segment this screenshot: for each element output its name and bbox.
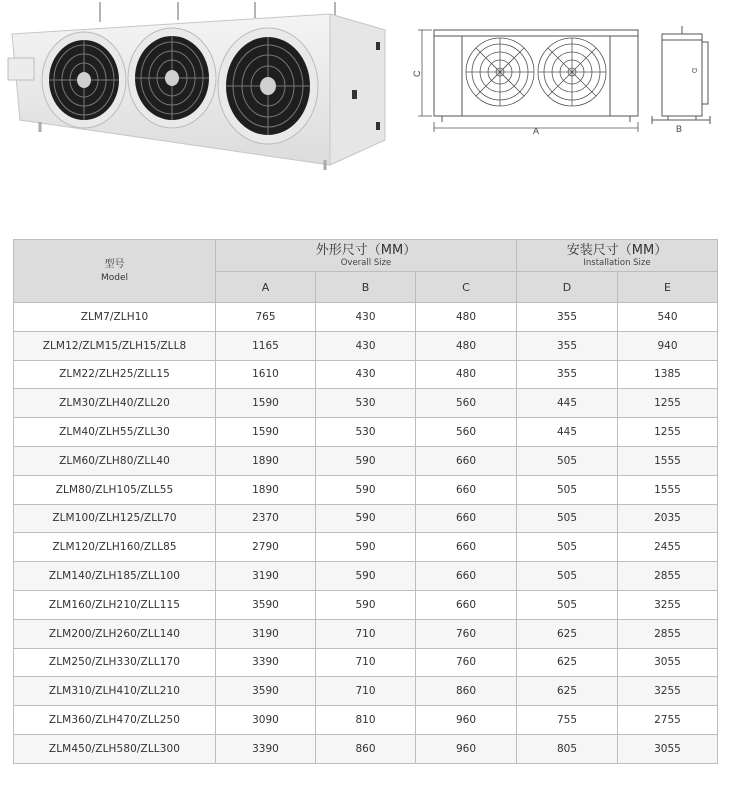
cell-c: 660 <box>416 446 517 475</box>
cell-d: 355 <box>517 331 618 360</box>
drawing-fan-right <box>538 38 606 106</box>
cell-d: 355 <box>517 360 618 389</box>
dim-label-d: D <box>690 68 697 74</box>
column-header-e: E <box>618 272 718 303</box>
table-row <box>14 677 718 706</box>
cell-e: 3255 <box>618 590 718 619</box>
cell-c: 960 <box>416 734 517 763</box>
cell-model: ZLM7/ZLH10 <box>14 303 216 332</box>
cell-e: 1255 <box>618 389 718 418</box>
cell-b: 810 <box>316 706 416 735</box>
cell-model: ZLM160/ZLH210/ZLL115 <box>14 590 216 619</box>
column-header-b: B <box>316 272 416 303</box>
cell-a: 3590 <box>216 677 316 706</box>
cell-model: ZLM310/ZLH410/ZLL210 <box>14 677 216 706</box>
cell-model: ZLM140/ZLH185/ZLL100 <box>14 562 216 591</box>
cell-e: 1555 <box>618 475 718 504</box>
cell-e: 2855 <box>618 562 718 591</box>
cell-c: 480 <box>416 331 517 360</box>
spec-table <box>13 239 718 764</box>
cell-model: ZLM30/ZLH40/ZLL20 <box>14 389 216 418</box>
fan-3 <box>218 28 318 144</box>
fan-2 <box>128 28 216 128</box>
cell-model: ZLM450/ZLH580/ZLL300 <box>14 734 216 763</box>
cell-b: 590 <box>316 533 416 562</box>
cell-d: 625 <box>517 619 618 648</box>
table-row <box>14 648 718 677</box>
cell-d: 625 <box>517 648 618 677</box>
table-row <box>14 562 718 591</box>
cell-b: 430 <box>316 360 416 389</box>
cell-d: 625 <box>517 677 618 706</box>
cell-d: 505 <box>517 475 618 504</box>
cell-model: ZLM60/ZLH80/ZLL40 <box>14 446 216 475</box>
cell-d: 505 <box>517 504 618 533</box>
cell-c: 960 <box>416 706 517 735</box>
cell-b: 860 <box>316 734 416 763</box>
cell-model: ZLM120/ZLH160/ZLL85 <box>14 533 216 562</box>
cell-d: 805 <box>517 734 618 763</box>
cell-model: ZLM12/ZLM15/ZLH15/ZLL8 <box>14 331 216 360</box>
cell-e: 540 <box>618 303 718 332</box>
cell-b: 590 <box>316 475 416 504</box>
cell-model: ZLM250/ZLH330/ZLL170 <box>14 648 216 677</box>
model-header <box>14 240 216 303</box>
cell-model: ZLM22/ZLH25/ZLL15 <box>14 360 216 389</box>
cell-a: 2790 <box>216 533 316 562</box>
cell-e: 3055 <box>618 734 718 763</box>
cell-e: 2855 <box>618 619 718 648</box>
cell-model: ZLM80/ZLH105/ZLL55 <box>14 475 216 504</box>
cell-model: ZLM200/ZLH260/ZLL140 <box>14 619 216 648</box>
table-row <box>14 331 718 360</box>
cell-a: 3090 <box>216 706 316 735</box>
install-size-cn: 安装尺寸（MM） <box>566 243 668 258</box>
cell-d: 755 <box>517 706 618 735</box>
overall-size-cn: 外形尺寸（MM） <box>315 243 417 258</box>
cell-d: 505 <box>517 590 618 619</box>
cell-b: 530 <box>316 418 416 447</box>
cell-c: 560 <box>416 389 517 418</box>
column-header-c: C <box>416 272 517 303</box>
install-size-en: Installation Size <box>583 258 651 268</box>
cell-b: 590 <box>316 562 416 591</box>
overall-size-header <box>216 240 517 272</box>
cell-d: 445 <box>517 418 618 447</box>
cell-a: 1165 <box>216 331 316 360</box>
cell-a: 3590 <box>216 590 316 619</box>
cell-e: 2035 <box>618 504 718 533</box>
install-size-header <box>517 240 718 272</box>
cell-c: 480 <box>416 303 517 332</box>
cell-a: 3190 <box>216 562 316 591</box>
cell-c: 480 <box>416 360 517 389</box>
cell-e: 3255 <box>618 677 718 706</box>
table-row <box>14 619 718 648</box>
terminal-box <box>8 58 34 80</box>
cell-b: 530 <box>316 389 416 418</box>
column-header-a: A <box>216 272 316 303</box>
cell-d: 505 <box>517 446 618 475</box>
cell-c: 660 <box>416 504 517 533</box>
cell-e: 940 <box>618 331 718 360</box>
table-row <box>14 303 718 332</box>
fan-1 <box>42 32 126 128</box>
cell-model: ZLM40/ZLH55/ZLL30 <box>14 418 216 447</box>
table-row <box>14 504 718 533</box>
cell-a: 3390 <box>216 734 316 763</box>
cell-e: 2455 <box>618 533 718 562</box>
cell-c: 660 <box>416 562 517 591</box>
cell-b: 590 <box>316 590 416 619</box>
dim-label-a: A <box>533 126 540 134</box>
drawing-fan-left <box>466 38 534 106</box>
table-row <box>14 360 718 389</box>
front-view-drawing <box>412 22 642 134</box>
cell-a: 1890 <box>216 446 316 475</box>
table-row <box>14 475 718 504</box>
cell-a: 1590 <box>216 389 316 418</box>
cell-c: 560 <box>416 418 517 447</box>
product-photo <box>0 0 400 175</box>
cell-b: 710 <box>316 648 416 677</box>
cell-b: 430 <box>316 303 416 332</box>
cell-a: 765 <box>216 303 316 332</box>
column-header-d: D <box>517 272 618 303</box>
table-row <box>14 389 718 418</box>
cell-a: 2370 <box>216 504 316 533</box>
cell-e: 1555 <box>618 446 718 475</box>
cell-d: 445 <box>517 389 618 418</box>
cell-b: 430 <box>316 331 416 360</box>
cell-d: 505 <box>517 562 618 591</box>
cell-a: 3390 <box>216 648 316 677</box>
cell-d: 505 <box>517 533 618 562</box>
cell-a: 1890 <box>216 475 316 504</box>
model-header-cn: 型号 <box>104 259 125 270</box>
cell-b: 710 <box>316 677 416 706</box>
cell-c: 760 <box>416 619 517 648</box>
dim-label-b: B <box>676 124 683 134</box>
side-view-drawing <box>648 22 714 134</box>
cell-b: 590 <box>316 446 416 475</box>
model-header-en: Model <box>100 273 129 283</box>
cell-a: 3190 <box>216 619 316 648</box>
cell-c: 660 <box>416 533 517 562</box>
cell-c: 660 <box>416 590 517 619</box>
table-row <box>14 533 718 562</box>
cell-c: 760 <box>416 648 517 677</box>
cell-d: 355 <box>517 303 618 332</box>
cell-model: ZLM100/ZLH125/ZLL70 <box>14 504 216 533</box>
cell-e: 1385 <box>618 360 718 389</box>
spec-table-body <box>14 303 718 764</box>
table-row <box>14 418 718 447</box>
cell-c: 660 <box>416 475 517 504</box>
cell-b: 710 <box>316 619 416 648</box>
cell-b: 590 <box>316 504 416 533</box>
cell-a: 1590 <box>216 418 316 447</box>
table-row <box>14 734 718 763</box>
cell-c: 860 <box>416 677 517 706</box>
dim-label-c: C <box>412 70 422 77</box>
table-row <box>14 706 718 735</box>
cell-e: 3055 <box>618 648 718 677</box>
cell-a: 1610 <box>216 360 316 389</box>
cell-model: ZLM360/ZLH470/ZLL250 <box>14 706 216 735</box>
overall-size-en: Overall Size <box>340 258 392 268</box>
table-row <box>14 590 718 619</box>
cell-e: 1255 <box>618 418 718 447</box>
table-row <box>14 446 718 475</box>
cell-e: 2755 <box>618 706 718 735</box>
